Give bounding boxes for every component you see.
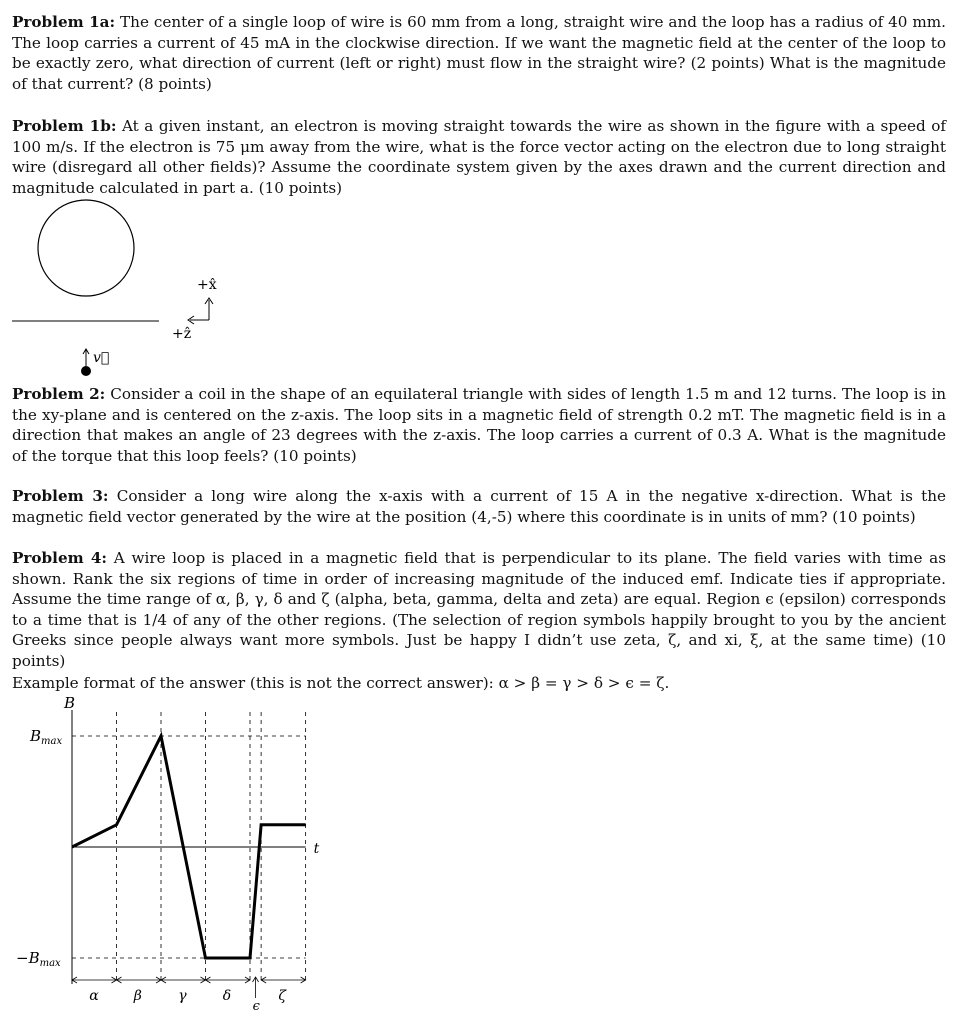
region-label-5: ϵ (252, 999, 260, 1014)
x-axis-label: +x̂ (197, 277, 217, 293)
problem-2-label: Problem 2: (12, 385, 106, 403)
problem-3-text: Consider a long wire along the x-axis with a current of 15 A in the negative x-direction. What is the magnetic field vector generated by the wire at the position (4,-5) where this coordinate is in units of mm? (10 points) (12, 487, 947, 526)
problem-1b-label: Problem 1b: (12, 117, 117, 135)
region-label-4: δ (222, 988, 232, 1004)
problem-4 (12, 548, 946, 672)
example-format-text: Example format of the answer (this is not the correct answer): α > β = γ > δ > ϵ = ζ. (12, 674, 670, 692)
problem-1a-label: Problem 1a: (12, 13, 116, 31)
problem-2-text: Consider a coil in the shape of an equilateral triangle with sides of length 1.5 m and 12 turns. The loop is in the xy-plane and is centered on the z-axis. The loop sits in a magnetic field of strength 0.2 mT. The magnetic field is in a direction that makes an angle of 23 degrees with the z-axis. The loop carries a current of 0.3 A. What is the magnitude of the torque that this loop feels? (10 points) (12, 385, 946, 465)
problem-4-text: A wire loop is placed in a magnetic field that is perpendicular to its plane. The field varies with time as shown. Rank the six regions of time in order of increasing magnitude of the induced emf. Indicate ties if appropriate. Assume the time range of α, β, γ, δ and ζ (alpha, beta, gamma, delta and zeta) are equal. Region ϵ (epsilon) corresponds to a time that is 1/4 of any of the other regions. (The selection of region symbols happily brought to you by the ancient Greeks since people always want more symbols. Just be happy I didn’t use zeta, ζ, and xi, ξ, at the same time) (10 points) (12, 549, 947, 670)
problem-3 (12, 486, 946, 527)
region-label-2: β (133, 988, 142, 1004)
electron (81, 366, 91, 376)
problem-4-label: Problem 4: (12, 549, 108, 567)
problem-1a (12, 12, 946, 94)
velocity-label: v⃗ (93, 350, 110, 366)
region-label-1: α (89, 988, 99, 1004)
field-vs-time-chart (0, 690, 340, 1020)
problem-1a-text: The center of a single loop of wire is 60 mm from a long, straight wire and the loop has a radius of 40 mm. The loop carries a current of 45 mA in the clockwise direction. If we want the magnetic field at the center of the loop to be exactly zero, what direction of current (left or right) must flow in the straight wire? (2 points) What is the magnitude of that current? (8 points) (12, 13, 947, 93)
y-axis-label: B (64, 694, 76, 712)
problem-1b (12, 116, 946, 198)
region-label-6: ζ (278, 988, 286, 1004)
ytick-bmax: $B_{max}$ (30, 727, 63, 747)
region-label-3: γ (178, 988, 187, 1004)
problem-1b-text: At a given instant, an electron is moving straight towards the wire as shown in the figure with a speed of 100 m/s. If the electron is 75 μm away from the wire, what is the force vector acting on the electron due to long straight wire (disregard all other fields)? Assume the coordinate system given by the axes drawn and the current direction and magnitude calculated in part a. (10 points) (12, 117, 946, 197)
problem-2 (12, 384, 946, 466)
wire-loop (38, 200, 134, 296)
t-axis-label: t (313, 841, 320, 857)
z-axis-label: +ẑ (172, 326, 192, 342)
wire-loop-figure (0, 190, 300, 380)
ytick-neg-bmax: $-B_{max}$ (16, 949, 61, 969)
problem-3-label: Problem 3: (12, 487, 109, 505)
